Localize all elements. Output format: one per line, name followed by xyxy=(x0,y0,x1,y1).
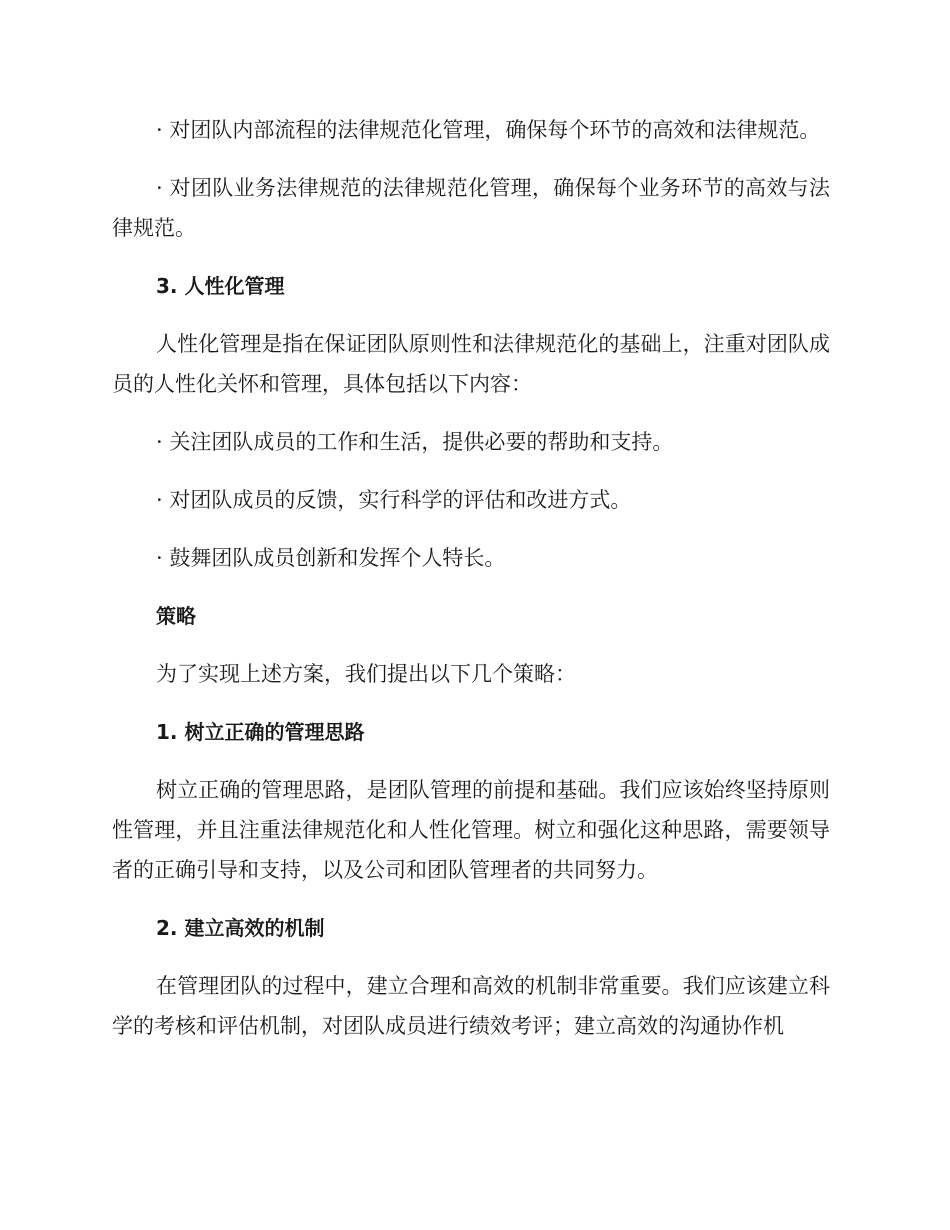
paragraph-efficient-mechanism: 在管理团队的过程中，建立合理和高效的机制非常重要。我们应该建立科学的考核和评估机制，对团队成员进行绩效考评；建立高效的沟通协作机 xyxy=(112,974,830,1038)
bullet-paragraph-business-norms: · 对团队业务法律规范的法律规范化管理，确保每个业务环节的高效与法律规范。 xyxy=(112,176,830,240)
paragraph-humanized-intro: 人性化管理是指在保证团队原则性和法律规范化的基础上，注重对团队成员的人性化关怀和管理，具体包括以下内容： xyxy=(112,332,830,396)
bullet-paragraph-feedback: · 对团队成员的反馈，实行科学的评估和改进方式。 xyxy=(156,488,632,512)
bullet-paragraph-innovation: · 鼓舞团队成员创新和发挥个人特长。 xyxy=(156,546,506,570)
bullet-paragraph-care: · 关注团队成员的工作和生活，提供必要的帮助和支持。 xyxy=(156,430,674,454)
paragraph-management-mindset: 树立正确的管理思路，是团队管理的前提和基础。我们应该始终坚持原则性管理，并且注重法律规范化和人性化管理。树立和强化这种思路，需要领导者的正确引导和支持，以及公司和团队管理者的共同努力。 xyxy=(112,778,830,882)
subheading-efficient-mechanism: 2. 建立高效的机制 xyxy=(156,916,325,940)
section-heading-strategy: 策略 xyxy=(156,604,196,628)
bullet-paragraph-internal-process: · 对团队内部流程的法律规范化管理，确保每个环节的高效和法律规范。 xyxy=(156,118,821,142)
subheading-management-mindset: 1. 树立正确的管理思路 xyxy=(156,720,365,744)
section-heading-humanized-management: 3. 人性化管理 xyxy=(156,274,285,298)
paragraph-strategy-intro: 为了实现上述方案，我们提出以下几个策略： xyxy=(156,662,576,686)
